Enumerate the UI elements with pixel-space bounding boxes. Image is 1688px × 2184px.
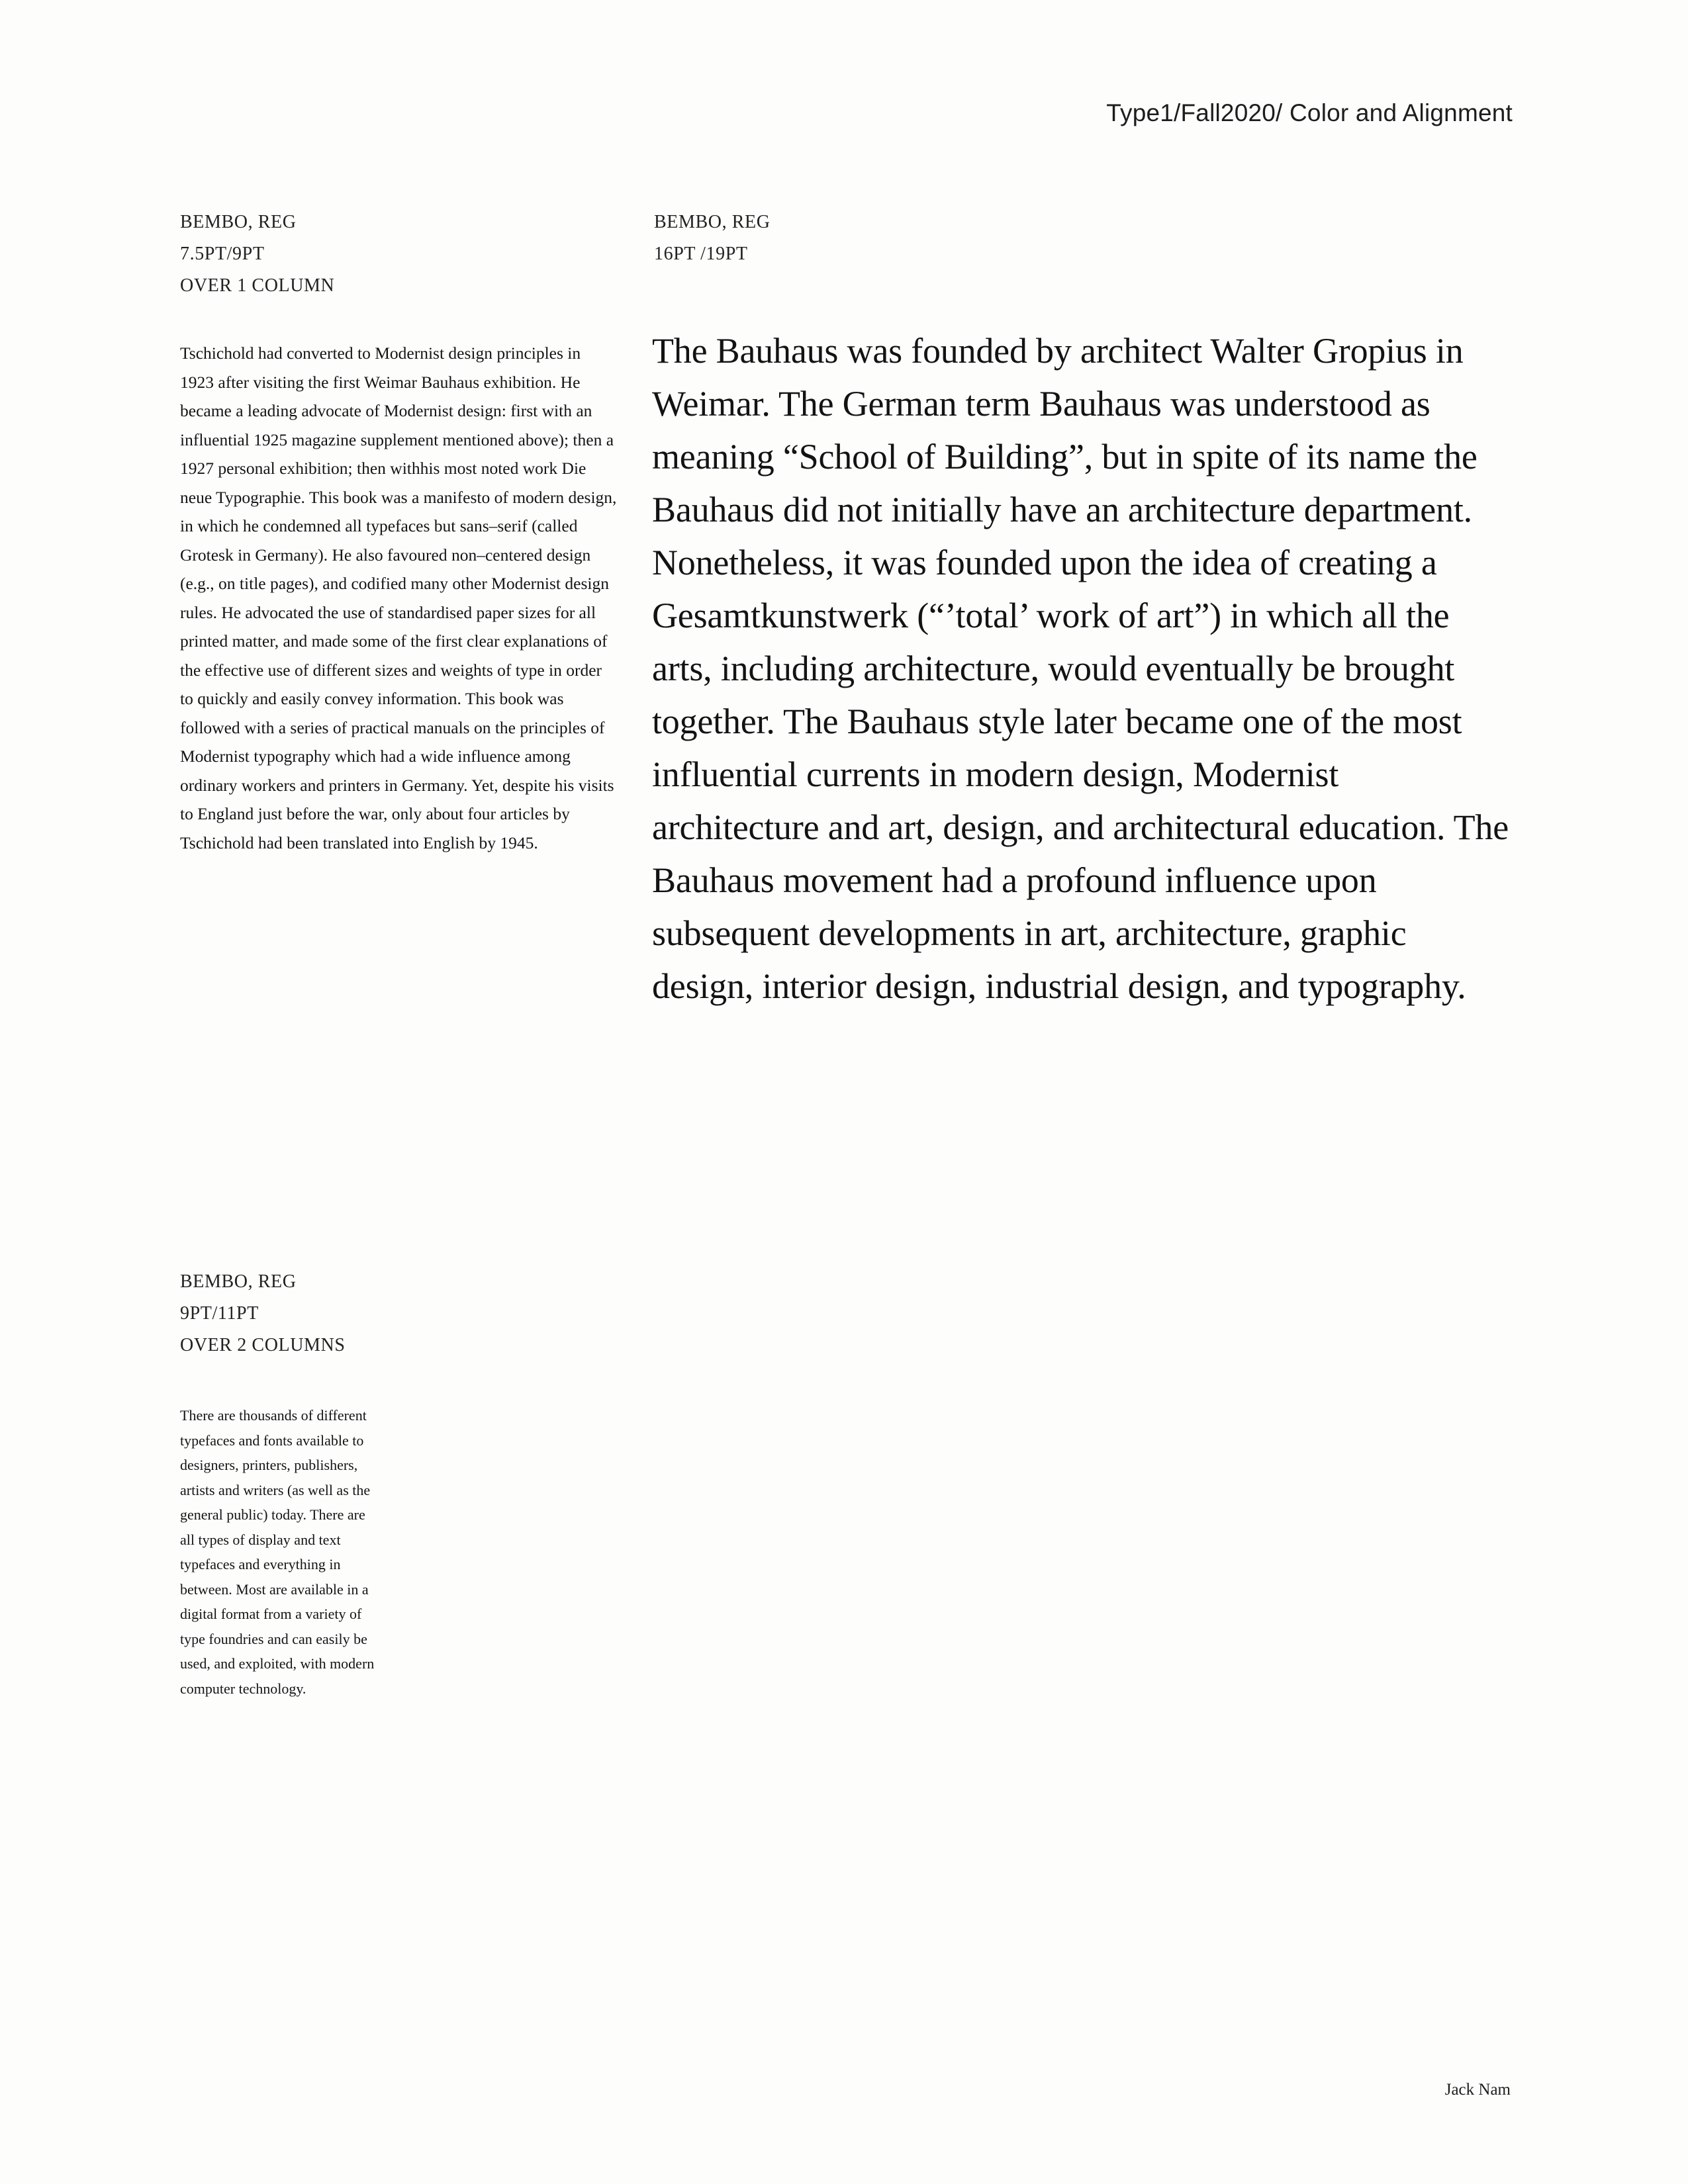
spec-block-right xyxy=(654,206,771,270)
spec-block-left xyxy=(180,206,334,302)
author-credit: Jack Nam xyxy=(1444,2081,1511,2099)
spec-left-measure: OVER 1 COLUMN xyxy=(180,275,335,296)
spec-block-lower xyxy=(180,1266,346,1361)
spec-left-typeface: BEMBO, REG xyxy=(180,212,297,232)
body-column-left xyxy=(180,339,617,857)
body-paragraph-right: The Bauhaus was founded by architect Walter Gropius in Weimar. The German term Bauhaus was understood as meaning “School of Building”, but in spite of its name the Bauhaus did not initially have an architecture department. Nonetheless, it was founded upon the idea of creating a Gesamtkunstwerk (“’total’ work of art”) in which all the arts, including architecture, would eventually be brought together. The Bauhaus style later became one of the most influential currents in modern design, Modernist architecture and art, design, and architectural education. The Bauhaus movement had a profound influence upon subsequent developments in art, architecture, graphic design, interior design, industrial design, and typography. xyxy=(652,331,1509,1006)
body-paragraph-left: Tschichold had converted to Modernist design principles in 1923 after visiting the first Weimar Bauhaus exhibition. He became a leading advocate of Modernist design: first with an influential 1925 magazine supplement mentioned above); then a 1927 personal exhibition; then withhis most noted work Die neue Typographie. This book was a manifesto of modern design, in which he condemned all typefaces but sans–serif (called Grotesk in Germany). He also favoured non–centered design (e.g., on title pages), and codified many other Modernist design rules. He advocated the use of standardised paper sizes for all printed matter, and made some of the first clear explanations of the effective use of different sizes and weights of type in order to quickly and easily convey information. This book was followed with a series of practical manuals on the principles of Modernist typography which had a wide influence among ordinary workers and printers in Germany. Yet, despite his visits to England just before the war, only about four articles by Tschichold had been translated into English by 1945. xyxy=(180,343,617,852)
spec-left-size: 7.5PT/9PT xyxy=(180,244,265,264)
spec-right-size: 16PT /19PT xyxy=(654,244,748,264)
body-column-narrow xyxy=(180,1403,379,1701)
body-column-right xyxy=(652,324,1513,1013)
running-head: Type1/Fall2020/ Color and Alignment xyxy=(1106,99,1513,126)
spec-lower-measure: OVER 2 COLUMNS xyxy=(180,1335,346,1355)
spec-lower-size: 9PT/11PT xyxy=(180,1303,259,1324)
spec-lower-typeface: BEMBO, REG xyxy=(180,1271,297,1292)
body-paragraph-narrow: There are thousands of different typefaces and fonts available to designers, printers, publishers, artists and writers (as well as the general public) today. There are all types of display and text typefaces and everything in between. Most are available in a digital format from a variety of type foundries and can easily be used, and exploited, with modern computer technology. xyxy=(180,1407,375,1697)
spec-right-typeface: BEMBO, REG xyxy=(654,212,771,232)
